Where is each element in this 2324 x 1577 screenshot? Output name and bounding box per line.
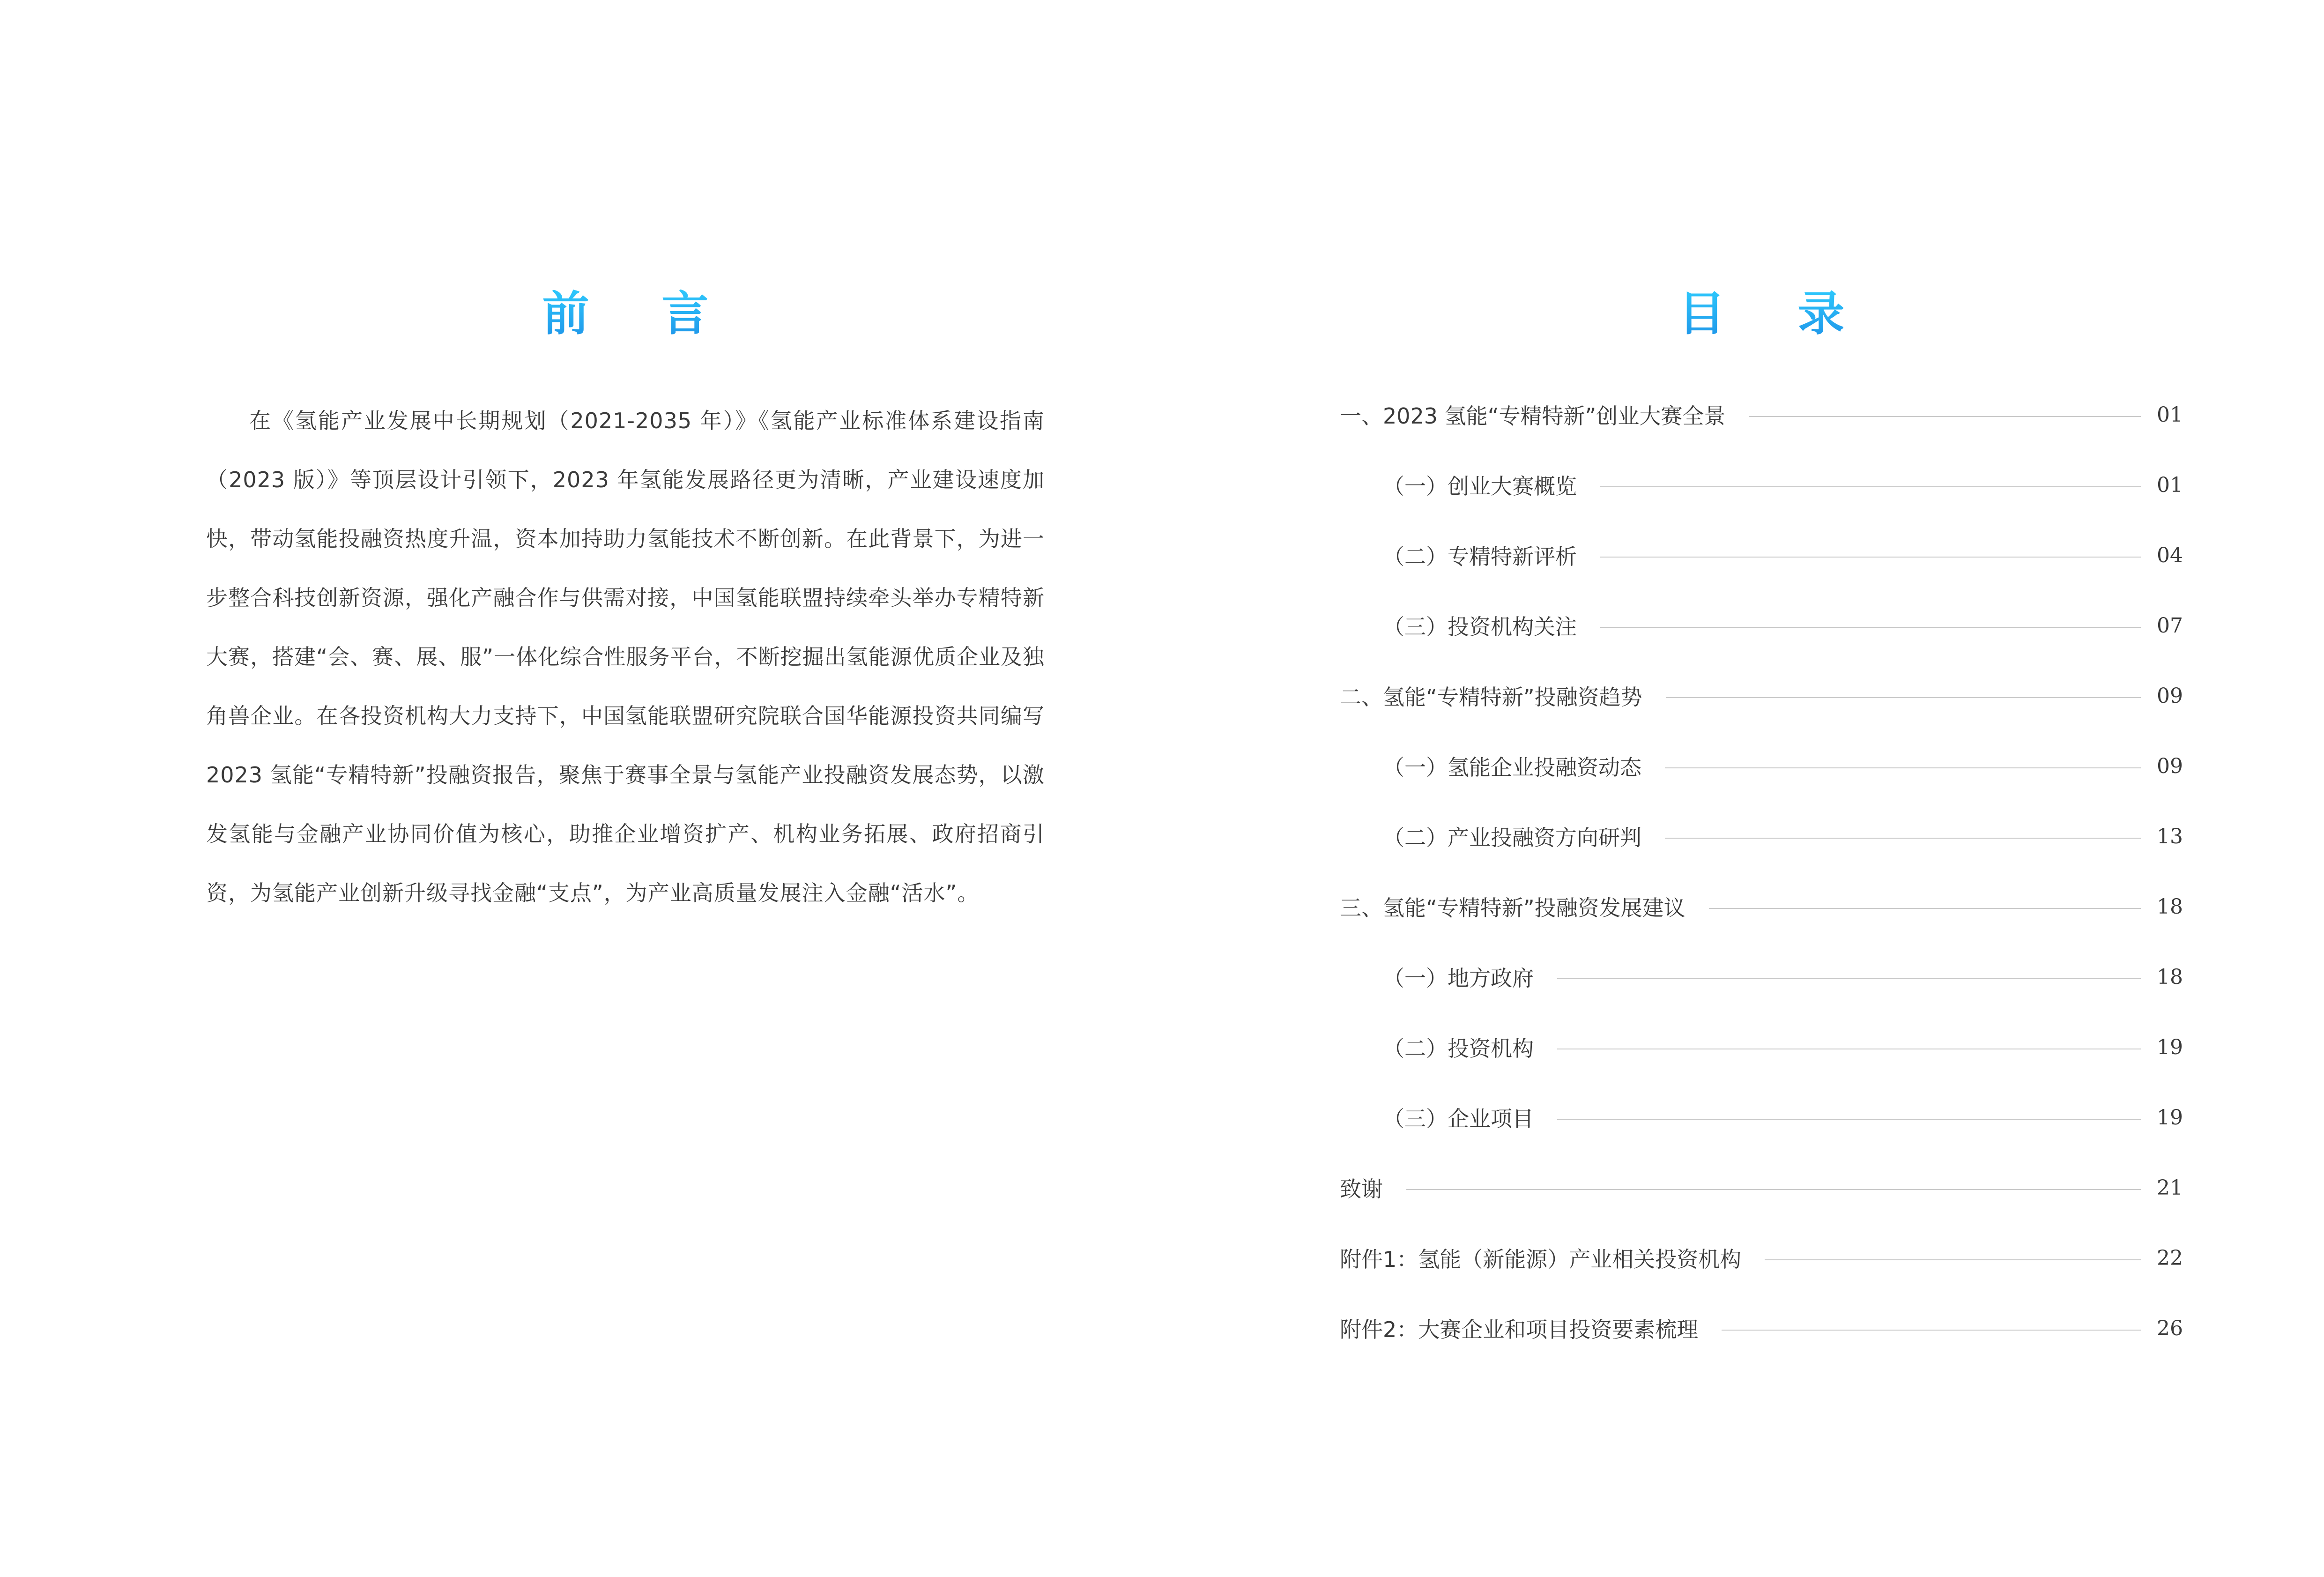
toc-leader-line	[1600, 557, 2141, 558]
toc-entry-page-number: 01	[2157, 473, 2183, 497]
toc-title: 目 录	[1340, 281, 2183, 347]
toc-entry-page-number: 18	[2157, 894, 2183, 919]
toc-entry-page-number: 21	[2157, 1175, 2183, 1200]
toc-entry[interactable]	[1340, 379, 2183, 450]
toc-leader-line	[1557, 1119, 2141, 1120]
toc-entry-label: （二）投资机构	[1383, 1036, 1534, 1061]
toc-entry-label: （三）投资机构关注	[1383, 614, 1577, 640]
toc-leader-line	[1600, 627, 2141, 628]
toc-entry[interactable]	[1340, 1223, 2183, 1293]
toc-leader-line	[1665, 767, 2141, 768]
toc-entry-label: （一）创业大赛概览	[1383, 474, 1577, 499]
toc-entry-page-number: 04	[2157, 543, 2183, 567]
toc-leader-line	[1557, 978, 2141, 979]
table-of-contents	[1340, 281, 2183, 1363]
toc-leader-line	[1749, 416, 2141, 417]
toc-entry[interactable]	[1340, 590, 2183, 661]
toc-entry-label: （一）地方政府	[1383, 966, 1534, 991]
toc-entry[interactable]	[1340, 942, 2183, 1012]
toc-entry[interactable]	[1340, 661, 2183, 731]
toc-entry-label: （二）专精特新评析	[1383, 544, 1577, 569]
toc-entry[interactable]	[1340, 871, 2183, 942]
toc-entry-label: 二、氢能“专精特新”投融资趋势	[1340, 684, 1642, 710]
toc-entry[interactable]	[1340, 731, 2183, 801]
toc-leader-line	[1709, 908, 2141, 909]
toc-entry[interactable]	[1340, 1293, 2183, 1363]
toc-entry[interactable]	[1340, 1153, 2183, 1223]
toc-list	[1340, 379, 2183, 1363]
toc-entry-page-number: 01	[2157, 402, 2183, 427]
toc-entry[interactable]	[1340, 1082, 2183, 1153]
toc-entry-page-number: 19	[2157, 1035, 2183, 1059]
toc-leader-line	[1765, 1259, 2141, 1260]
toc-entry-label: 附件2：大赛企业和项目投资要素梳理	[1340, 1317, 1699, 1342]
toc-leader-line	[1722, 1330, 2141, 1331]
toc-entry-page-number: 07	[2157, 613, 2183, 638]
toc-entry[interactable]	[1340, 520, 2183, 590]
toc-entry-label: 三、氢能“专精特新”投融资发展建议	[1340, 895, 1685, 921]
toc-entry-label: 一、2023 氢能“专精特新”创业大赛全景	[1340, 403, 1726, 429]
toc-entry-page-number: 22	[2157, 1246, 2183, 1270]
toc-entry-page-number: 26	[2157, 1316, 2183, 1340]
toc-entry-label: （一）氢能企业投融资动态	[1383, 755, 1641, 780]
toc-entry-page-number: 09	[2157, 684, 2183, 708]
toc-leader-line	[1666, 697, 2141, 698]
toc-entry-page-number: 13	[2157, 824, 2183, 848]
toc-entry-page-number: 18	[2157, 965, 2183, 989]
toc-leader-line	[1406, 1189, 2141, 1190]
toc-entry[interactable]	[1340, 450, 2183, 520]
toc-leader-line	[1665, 838, 2141, 839]
toc-entry-label: （二）产业投融资方向研判	[1383, 825, 1641, 850]
preface-body: 在《氢能产业发展中长期规划（2021-2035 年）》《氢能产业标准体系建设指南（2023 版）》等顶层设计引领下，2023 年氢能发展路径更为清晰，产业建设速度加快，带动氢能投融资热度升温，资本加持助力氢能技术不断创新。在此背景下，为进一步整合科技创新资源，强化产融合作与供需对接，中国氢能联盟持续牵头举办专精特新大赛，搭建“会、赛、展、服”一体化综合性服务平台，不断挖掘出氢能源优质企业及独角兽企业。在各投资机构大力支持下，中国氢能联盟研究院联合国华能源投资共同编写 2023 氢能“专精特新”投融资报告，聚焦于赛事全景与氢能产业投融资发展态势，以激发氢能与金融产业协同价值为核心，助推企业增资扩产、机构业务拓展、政府招商引资，为氢能产业创新升级寻找金融“支点”，为产业高质量发展注入金融“活水”。	[206, 408, 1045, 906]
toc-entry[interactable]	[1340, 1012, 2183, 1082]
toc-entry-page-number: 09	[2157, 754, 2183, 778]
preface-title: 前 言	[206, 281, 1045, 347]
preface-section	[206, 281, 1045, 944]
toc-entry-label: 致谢	[1340, 1176, 1383, 1202]
toc-entry[interactable]	[1340, 801, 2183, 871]
toc-leader-line	[1600, 486, 2141, 487]
toc-entry-page-number: 19	[2157, 1105, 2183, 1130]
toc-entry-label: 附件1：氢能（新能源）产业相关投资机构	[1340, 1247, 1742, 1272]
toc-entry-label: （三）企业项目	[1383, 1106, 1534, 1131]
